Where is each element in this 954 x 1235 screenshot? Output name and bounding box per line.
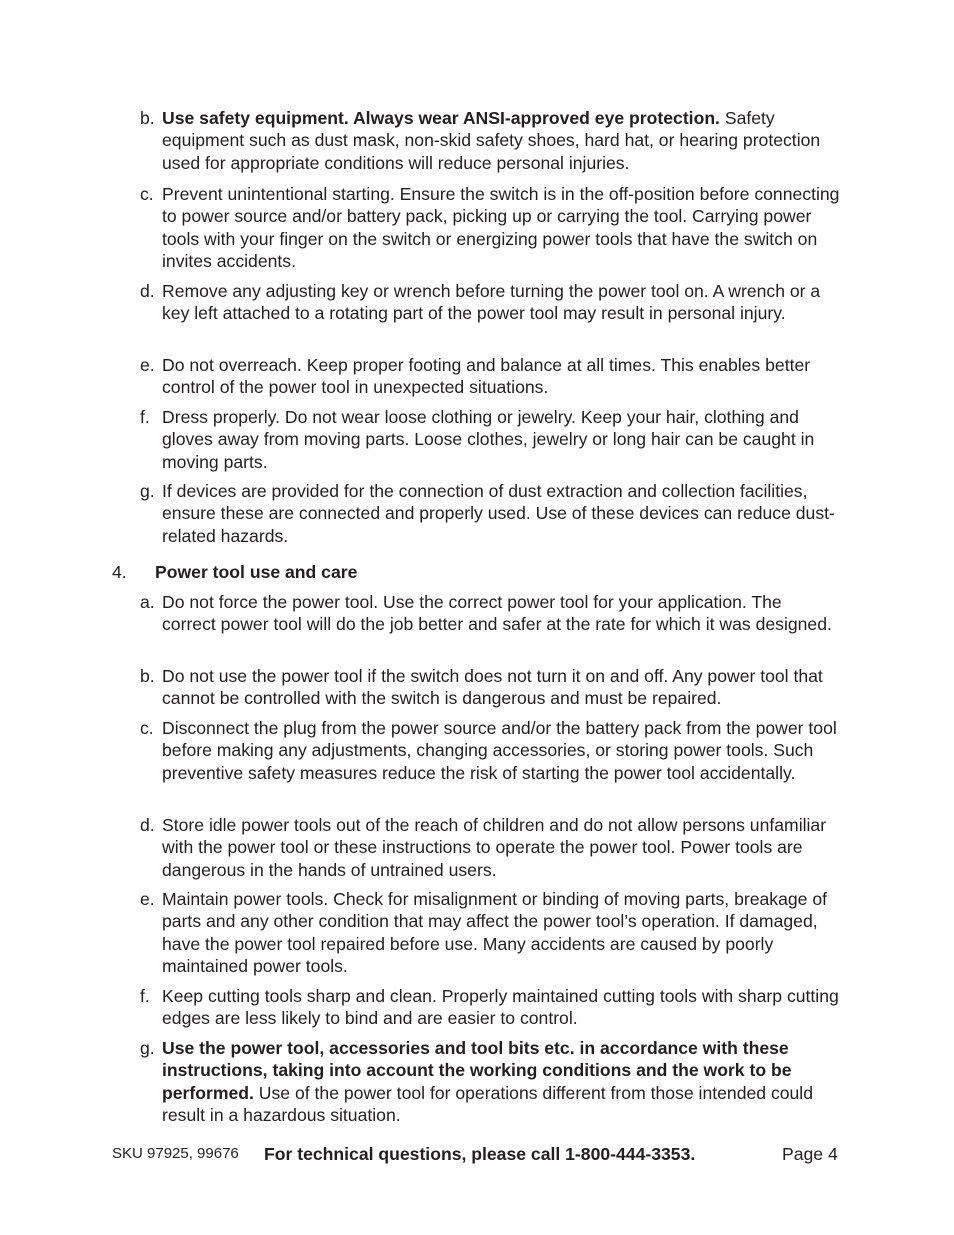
item-text	[162, 985, 840, 1030]
section-number: 4.	[112, 562, 127, 582]
item-letter: e.	[140, 889, 155, 909]
list-item-4e	[140, 888, 840, 978]
list-item-4c	[140, 717, 840, 784]
list-item-3f	[140, 406, 840, 473]
item-letter: c.	[140, 184, 154, 204]
footer-sku: SKU 97925, 99676	[112, 1145, 239, 1162]
item-bold-text: Use safety equipment. Always wear ANSI-approved eye protection.	[162, 108, 720, 128]
item-letter: b.	[140, 666, 155, 686]
item-letter: c.	[140, 718, 154, 738]
list-item-4f	[140, 985, 840, 1030]
item-regular-text: Maintain power tools. Check for misalignment or binding of moving parts, breakage of parts and any other condition that may affect the power tool’s operation. If damaged, have the power tool repaired before use. Many accidents are caused by poorly maintained power tools.	[162, 889, 827, 977]
list-item-4b	[140, 665, 840, 710]
list-item-4a	[140, 591, 840, 636]
list-item-4d	[140, 814, 840, 881]
item-letter: a.	[140, 592, 155, 612]
item-text	[162, 406, 840, 473]
list-item-3b	[140, 107, 840, 174]
list-item-3c	[140, 183, 840, 273]
list-item-3e	[140, 354, 840, 399]
footer-page-number: Page 4	[782, 1144, 838, 1164]
list-item-3d	[140, 280, 840, 325]
item-text	[162, 591, 840, 636]
item-bold-text: Use the power tool, accessories and tool bits etc. in accordance with these instructions, taking into account the working conditions and the work to be performed.	[162, 1038, 792, 1103]
item-regular-text: If devices are provided for the connection of dust extraction and collection facilities, ensure these are connected and properly used. Use of these devices can reduce dust-related hazards.	[162, 481, 835, 546]
item-text	[162, 480, 840, 547]
list-item-4g	[140, 1037, 840, 1127]
item-letter: d.	[140, 815, 155, 835]
item-regular-text: Disconnect the plug from the power source and/or the battery pack from the power tool before making any adjustments, changing accessories, or storing power tools. Such preventive safety measures reduce the risk of starting the power tool accidentally.	[162, 718, 837, 783]
item-letter: b.	[140, 108, 155, 128]
item-text	[162, 717, 840, 784]
item-regular-text: Store idle power tools out of the reach of children and do not allow persons unfamiliar with the power tool or these instructions to operate the power tool. Power tools are dangerous in the hands of untrained users.	[162, 815, 827, 880]
item-regular-text: Keep cutting tools sharp and clean. Properly maintained cutting tools with sharp cutting edges are less likely to bind and are easier to control.	[162, 986, 839, 1029]
item-text	[162, 107, 840, 174]
item-letter: f.	[140, 986, 150, 1006]
item-regular-text: Use of the power tool for operations different from those intended could result in a hazardous situation.	[162, 1082, 814, 1126]
item-text	[162, 183, 840, 273]
item-text	[162, 814, 840, 881]
list-item-3g	[140, 480, 840, 547]
item-letter: d.	[140, 281, 155, 301]
item-text	[162, 1037, 840, 1127]
item-regular-text: Remove any adjusting key or wrench before turning the power tool on. A wrench or a key left attached to a rotating part of the power tool may result in personal injury.	[162, 281, 821, 324]
item-regular-text: Do not force the power tool. Use the correct power tool for your application. The correct power tool will do the job better and safer at the rate for which it was designed.	[162, 592, 832, 635]
item-regular-text: Do not use the power tool if the switch does not turn it on and off. Any power tool that cannot be controlled with the switch is dangerous and must be repaired.	[162, 666, 823, 709]
footer-tech-support: For technical questions, please call 1-800-444-3353.	[264, 1144, 696, 1164]
item-text	[162, 280, 840, 325]
item-text	[162, 354, 840, 399]
item-letter: e.	[140, 355, 155, 375]
item-regular-text: Prevent unintentional starting. Ensure the switch is in the off-position before connecting to power source and/or battery pack, picking up or carrying the tool. Carrying power tools with your finger on the switch or energizing power tools that have the switch on invites accidents.	[162, 184, 840, 272]
section-title: Power tool use and care	[155, 562, 358, 582]
item-text	[162, 665, 840, 710]
item-letter: f.	[140, 407, 150, 427]
item-letter: g.	[140, 481, 155, 501]
item-letter: g.	[140, 1038, 155, 1058]
item-regular-text: Safety equipment such as dust mask, non-skid safety shoes, hard hat, or hearing protection used for appropriate conditions will reduce personal injuries.	[162, 108, 821, 173]
item-text	[162, 888, 840, 978]
item-regular-text: Do not overreach. Keep proper footing and balance at all times. This enables better control of the power tool in unexpected situations.	[162, 355, 811, 398]
item-regular-text: Dress properly. Do not wear loose clothing or jewelry. Keep your hair, clothing and gloves away from moving parts. Loose clothes, jewelry or long hair can be caught in moving parts.	[162, 407, 815, 472]
